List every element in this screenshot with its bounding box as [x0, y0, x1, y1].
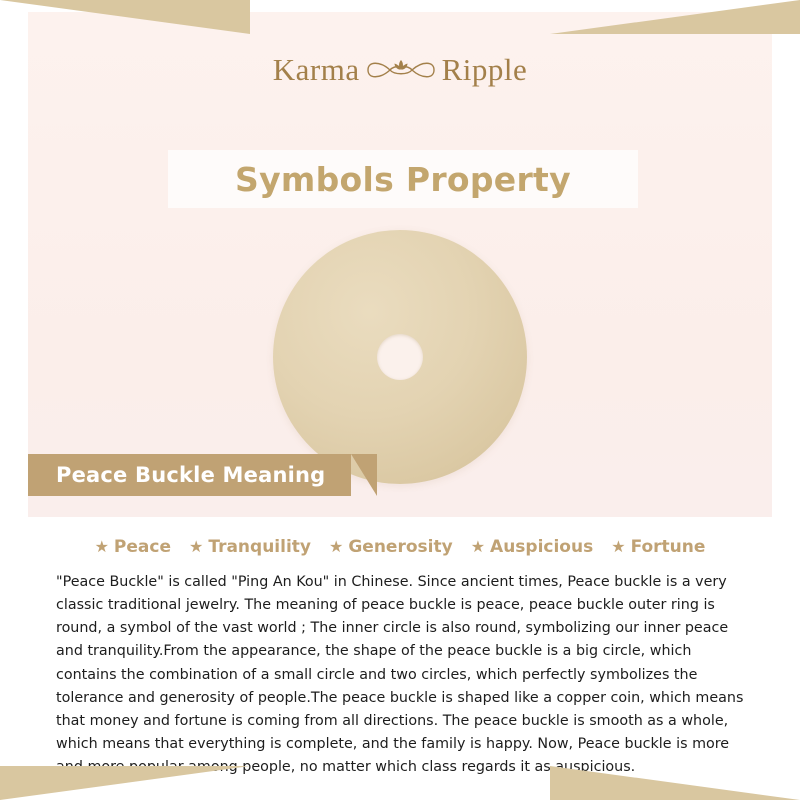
keyword-label: Tranquility [208, 537, 311, 557]
star-icon: ★ [470, 537, 486, 556]
keyword-label: Auspicious [490, 537, 594, 557]
title-band [168, 150, 638, 208]
section-ribbon [28, 454, 351, 496]
star-icon: ★ [94, 537, 109, 556]
lotus-infinity-icon [364, 50, 438, 90]
ribbon-tail [351, 454, 377, 496]
keyword-item-tranquility [189, 537, 311, 557]
peace-buckle-disc [273, 230, 527, 484]
keyword-item-fortune [611, 537, 705, 557]
brand-header [28, 50, 772, 90]
star-icon: ★ [611, 537, 626, 556]
brand-row [273, 50, 528, 90]
keyword-item-peace [95, 537, 171, 557]
ribbon-label: Peace Buckle Meaning [56, 463, 326, 487]
description-text: "Peace Buckle" is called "Ping An Kou" in Chinese. Since ancient times, Peace buckle is a very classic traditional jewelry. The meaning of peace buckle is peace, peace buckle outer ring is round, a symbol of the vast world ; The inner circle is also round, symbolizing our inner peace and tranquility.From the appearance, the shape of the peace buckle is a big circle, which contains the combination of a small circle and two circles, which perfectly symbolizes the tolerance and generosity of people.The peace buckle is shaped like a copper coin, which means that money and fortune is coming from all directions. The peace buckle is smooth as a whole, which means that everything is complete, and the family is happy. Now, Peace buckle is more and more popular among people, no matter which class regards it as auspicious. [56, 574, 744, 776]
keyword-list [28, 517, 772, 557]
brand-name-right: Ripple [441, 52, 528, 87]
keyword-item-auspicious [471, 537, 594, 557]
keyword-item-generosity [329, 537, 453, 557]
corner-decoration-bottom-right [550, 766, 800, 800]
brand-name-left: Karma [272, 52, 360, 87]
star-icon: ★ [189, 537, 204, 556]
corner-decoration-bottom-left [0, 766, 250, 800]
description-panel [28, 517, 772, 788]
poster-inner-panel [28, 12, 772, 788]
keyword-label: Fortune [630, 537, 706, 557]
keyword-label: Generosity [348, 537, 453, 557]
star-icon: ★ [329, 537, 344, 556]
corner-decoration-top-left [0, 0, 250, 34]
border-edge-left [0, 0, 28, 800]
page-title: Symbols Property [235, 159, 571, 199]
disc-center-hole [377, 334, 423, 380]
corner-decoration-top-right [550, 0, 800, 34]
keyword-label: Peace [113, 537, 171, 557]
border-edge-right [772, 0, 800, 800]
